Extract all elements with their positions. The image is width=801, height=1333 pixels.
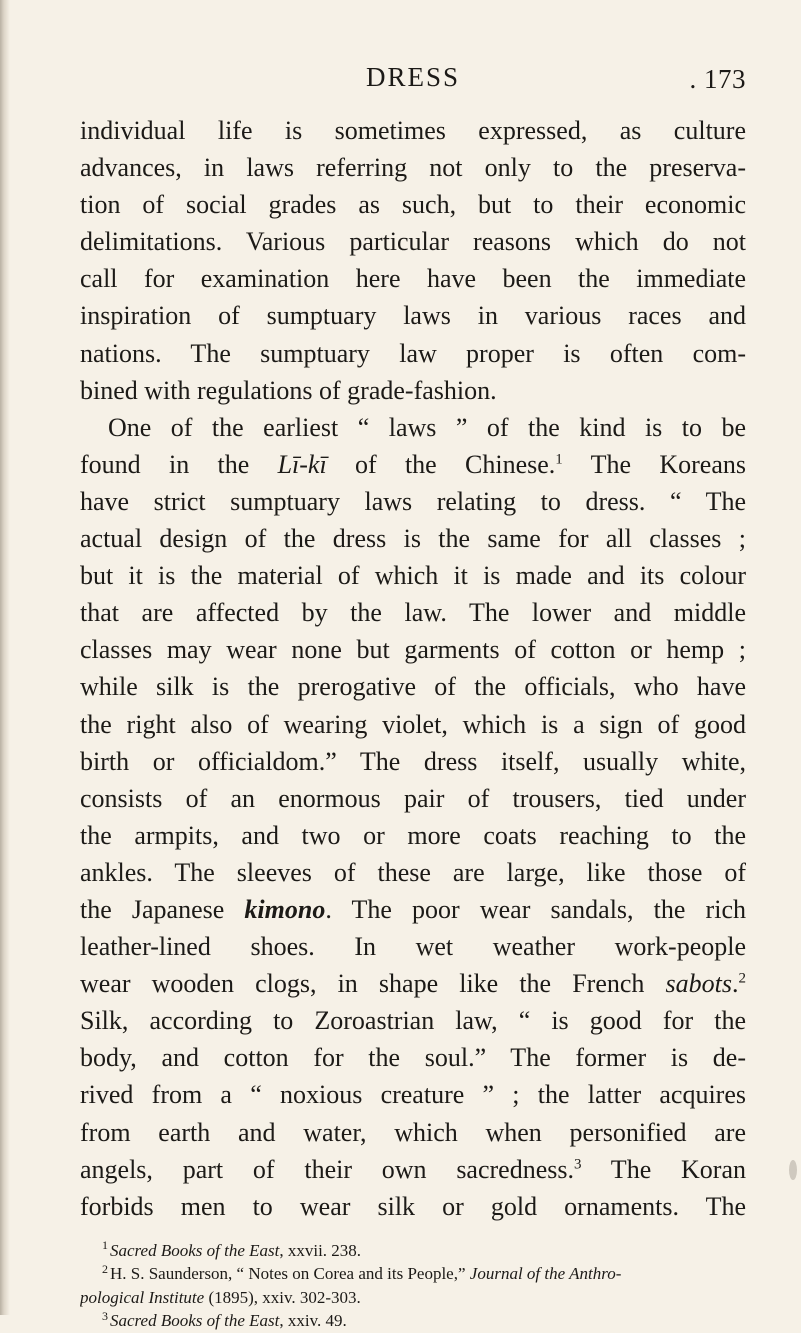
footnote-1 [102, 1239, 746, 1263]
footnote-mark: 2 [102, 1262, 108, 1276]
footnote-title: Sacred Books of the East [110, 1311, 280, 1331]
text-line: forbids men to wear silk or gold ornaments. The [80, 1191, 746, 1221]
text-line: rived from a “ noxious creature ” ; the latter acquires [80, 1080, 746, 1110]
text-line: leather-lined shoes. In wet weather work-people [80, 932, 746, 962]
text-line: inspiration of sumptuary laws in various races and [80, 301, 746, 331]
text-line: while silk is the prerogative of the officials, who have [80, 672, 746, 702]
footnote-ref-2[interactable]: 2 [738, 970, 746, 987]
text-line: delimitations. Various particular reasons which do not [80, 227, 746, 257]
text-line [80, 965, 746, 1002]
text-line [80, 891, 746, 928]
text-line: ankles. The sleeves of these are large, like those of [80, 857, 746, 887]
footnote-ref-1[interactable]: 1 [555, 451, 563, 468]
footnote-text: H. S. Saunderson, “ Notes on Corea and its People,” [110, 1264, 470, 1284]
footnote-2 [102, 1262, 746, 1286]
text-segment: of the Chinese. [326, 449, 556, 479]
text-segment: . The poor wear sandals, the rich [325, 894, 746, 924]
running-title: DRESS [365, 62, 461, 92]
text-line [80, 446, 746, 483]
text-segment: . [732, 969, 739, 999]
footnote-reference: , xxvii. 238. [279, 1240, 362, 1260]
text-line: but it is the material of which it is made and its colour [80, 561, 746, 591]
page-binding-edge [0, 0, 10, 1315]
text-line: the armpits, and two or more coats reaching to the [80, 820, 746, 850]
footnote-3 [102, 1309, 746, 1333]
text-line: Silk, according to Zoroastrian law, “ is good for the [80, 1006, 746, 1036]
text-segment: wear wooden clogs, in shape like the French [80, 969, 666, 999]
text-line [80, 1151, 746, 1188]
text-line: bined with regulations of grade-fashion. [80, 375, 497, 405]
text-segment: the Japanese [80, 894, 245, 924]
paper-stain [789, 1160, 797, 1180]
footnotes [80, 1239, 746, 1333]
text-segment: The Koran [581, 1154, 746, 1184]
text-line: that are affected by the law. The lower and middle [80, 598, 746, 628]
text-line: nations. The sumptuary law proper is often com- [80, 338, 746, 368]
italic-word-sabots: sabots [665, 969, 732, 999]
text-line: birth or officialdom.” The dress itself, usually white, [80, 746, 746, 776]
text-segment: The Koreans [562, 449, 746, 479]
footnote-2-continued [80, 1286, 746, 1310]
footnote-title: Sacred Books of the East [110, 1240, 280, 1260]
text-line: advances, in laws referring not only to the preserva- [80, 153, 746, 183]
footnote-reference: (1895), xxiv. 302-303. [204, 1287, 361, 1307]
running-head [80, 62, 746, 106]
page-number: . 173 [689, 64, 746, 94]
footnote-ref-3[interactable]: 3 [574, 1155, 582, 1172]
text-segment: angels, part of their own sacredness. [80, 1154, 574, 1184]
footnote-mark: 3 [102, 1309, 108, 1323]
text-line: classes may wear none but garments of cotton or hemp ; [80, 635, 746, 665]
text-line-paragraph-start: One of the earliest “ laws ” of the kind is to be [108, 412, 746, 442]
body-text [80, 112, 746, 1225]
text-line: tion of social grades as such, but to their economic [80, 190, 746, 220]
text-line: the right also of wearing violet, which is a sign of good [80, 709, 746, 739]
text-line: from earth and water, which when personified are [80, 1117, 746, 1147]
text-line: actual design of the dress is the same for all classes ; [80, 524, 746, 554]
text-segment: found in the [80, 449, 278, 479]
text-line: have strict sumptuary laws relating to dress. “ The [80, 486, 746, 516]
italic-word-kimono: kimono [244, 894, 326, 924]
footnote-journal-title: Journal of the Anthro- [469, 1264, 622, 1284]
text-line: consists of an enormous pair of trousers, tied under [80, 783, 746, 813]
text-line: call for examination here have been the immediate [80, 264, 746, 294]
text-line: individual life is sometimes expressed, as culture [80, 116, 746, 145]
book-page [80, 62, 746, 1333]
text-line: body, and cotton for the soul.” The former is de- [80, 1043, 746, 1073]
footnote-mark: 1 [102, 1238, 108, 1253]
italic-title-li-ki: Lī-kī [277, 449, 327, 479]
footnote-journal-title: pological Institute [80, 1287, 205, 1307]
footnote-reference: , xxiv. 49. [279, 1311, 347, 1331]
